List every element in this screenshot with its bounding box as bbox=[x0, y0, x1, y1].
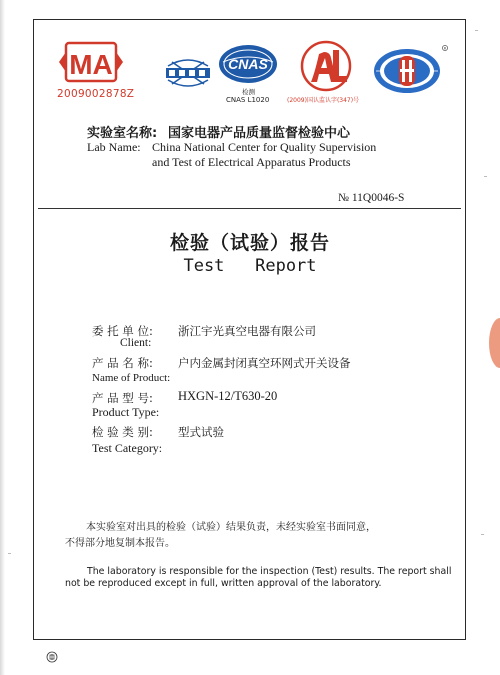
page-edge-shadow bbox=[0, 0, 5, 675]
recycled-paper-mark-icon bbox=[46, 648, 58, 667]
scan-speck bbox=[8, 553, 11, 554]
cnas-logo bbox=[217, 42, 279, 104]
field-value: 浙江宇光真空电器有限公司 bbox=[178, 324, 316, 338]
field-value: 型式试验 bbox=[178, 425, 224, 439]
notice-en-line2: not be reproduced except in full, written approval of the laboratory. bbox=[65, 578, 382, 589]
scan-speck bbox=[484, 176, 487, 177]
lab-label-cn: 实验室名称: bbox=[87, 126, 158, 141]
field-label-cn: 检 验 类 别: bbox=[92, 425, 153, 439]
lab-name-cn: 国家电器产品质量监督检验中心 bbox=[168, 126, 351, 141]
certification-logos bbox=[55, 38, 450, 108]
report-number: № 11Q0046-S bbox=[338, 192, 405, 204]
lab-name-en-line2: and Test of Electrical Apparatus Products bbox=[152, 155, 351, 169]
cma-code: 2009002878Z bbox=[57, 88, 135, 100]
lab-label-en: Lab Name: bbox=[87, 140, 141, 154]
svg-text:CNAS: CNAS bbox=[228, 56, 268, 72]
cma-logo bbox=[55, 40, 135, 102]
red-stamp-edge bbox=[489, 318, 500, 368]
field-label-cn: 产 品 型 号: bbox=[92, 391, 153, 405]
scan-speck bbox=[475, 30, 478, 31]
notice-cn-line2: 不得部分地复制本报告。 bbox=[65, 538, 175, 549]
cal-logo bbox=[289, 38, 363, 104]
cnas-code: CNAS L1020 bbox=[226, 96, 270, 104]
notice-cn-line1: 本实验室对出具的检验（试验）结果负责，未经实验室书面同意， bbox=[86, 522, 376, 533]
svg-text:MA: MA bbox=[69, 49, 113, 80]
field-value: HXGN-12/T630-20 bbox=[178, 389, 278, 403]
ilac-mra-icon bbox=[163, 50, 213, 96]
ccc-seal-logo bbox=[370, 44, 450, 98]
field-value: 户内金属封闭真空环网式开关设备 bbox=[178, 356, 351, 370]
cma-icon bbox=[55, 40, 127, 84]
field-label-en: Product Type: bbox=[92, 405, 160, 419]
quality-seal-icon bbox=[370, 44, 450, 96]
field-label-en: Test Category: bbox=[92, 441, 163, 455]
cnas-icon bbox=[217, 42, 279, 86]
field-label-en: Name of Product: bbox=[92, 372, 171, 384]
svg-text:R: R bbox=[443, 46, 447, 51]
header-divider bbox=[38, 208, 461, 209]
cal-icon bbox=[289, 38, 363, 94]
cnas-sub: 检测 bbox=[242, 88, 255, 96]
field-label-en: Client: bbox=[120, 337, 152, 349]
field-label-cn: 产 品 名 称: bbox=[92, 356, 153, 370]
report-title-cn: 检验（试验）报告 bbox=[169, 232, 330, 254]
svg-text:AL: AL bbox=[325, 93, 327, 94]
notice-en-line1: The laboratory is responsible for the inspection (Test) results. The report shall bbox=[87, 566, 452, 577]
lab-name-en-line1: China National Center for Quality Supervision bbox=[152, 140, 377, 154]
ilac-mra-logo bbox=[163, 50, 213, 98]
field-label-cn: 委 托 单 位: bbox=[92, 324, 153, 338]
cal-approval-no: (2009)国认监认字(347)号 bbox=[287, 97, 360, 104]
scan-speck bbox=[481, 534, 484, 535]
report-title-en: Test Report bbox=[183, 256, 317, 276]
